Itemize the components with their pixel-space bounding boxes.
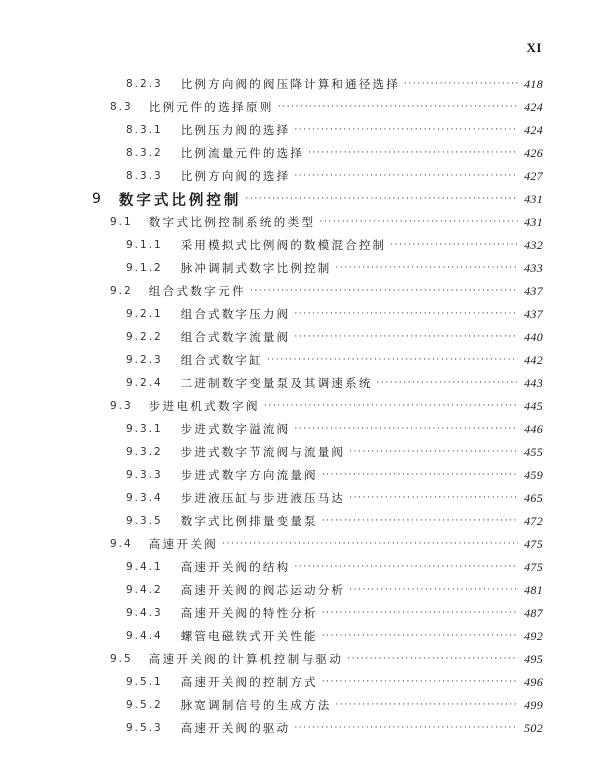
toc-dot-leader [294,557,518,577]
toc-entry-page: 459 [524,467,543,482]
toc-entry-title: 比例元件的选择原则 [148,100,274,114]
toc-entry-page: 487 [524,605,543,620]
toc-entry-title: 高速开关阀的驱动 [180,721,291,735]
toc-entry-title: 数字式比例排量变量泵 [180,514,318,528]
toc-entry-title: 步进液压缸与步进液压马达 [180,491,346,505]
toc-entry-title: 步进式数字方向流量阀 [180,468,318,482]
toc-entry[interactable] [110,534,543,554]
toc-entry-number: 9.1.2 [126,262,163,274]
toc-entry-title: 组合式数字元件 [148,284,247,298]
toc-dot-leader [245,189,518,209]
toc-entry-page: 432 [524,237,543,252]
toc-entry-title: 高速开关阀的结构 [180,560,291,574]
toc-entry-title: 步进式数字节流阀与流量阀 [180,445,346,459]
toc-entry-number: 8.3 [110,101,133,113]
toc-entry[interactable] [126,626,543,646]
toc-dot-leader [390,235,518,255]
toc-entry-number: 9.3.1 [126,423,163,435]
toc-entry[interactable] [110,396,543,416]
toc-dot-leader [349,488,518,508]
toc-entry-title: 比例方向阀的阀压降计算和通径选择 [180,77,400,91]
toc-dot-leader [222,534,518,554]
toc-entry-title: 二进制数字变量泵及其调速系统 [180,376,373,390]
toc-entry-number: 8.3.1 [126,124,163,136]
toc-dot-leader [294,166,518,186]
toc-entry[interactable] [126,442,543,462]
toc-entry-number: 9.2.4 [126,377,163,389]
toc-entry-page: 446 [524,421,543,436]
toc-entry-page: 442 [524,352,543,367]
toc-dot-leader [294,304,518,324]
toc-dot-leader [322,603,518,623]
toc-entry[interactable] [126,235,543,255]
toc-entry-title: 比例压力阀的选择 [180,123,291,137]
toc-entry-page: 492 [524,628,543,643]
toc-entry-number: 8.3.3 [126,170,163,182]
toc-entry[interactable] [126,511,543,531]
toc-entry-page: 475 [524,536,543,551]
toc-entry[interactable] [126,327,543,347]
toc-dot-leader [250,281,518,301]
toc-entry-title: 螺管电磁铁式开关性能 [180,629,318,643]
toc-entry-page: 427 [524,168,543,183]
toc-entry-page: 443 [524,375,543,390]
toc-entry[interactable] [110,212,543,232]
toc-entry[interactable] [126,350,543,370]
toc-dot-leader [349,580,518,600]
toc-entry-number: 9.5.3 [126,722,163,734]
toc-entry-title: 组合式数字压力阀 [180,307,291,321]
toc-dot-leader [404,74,518,94]
toc-entry-page: 472 [524,513,543,528]
toc-entry-number: 9.2.3 [126,354,163,366]
toc-dot-leader [294,718,518,738]
toc-entry-page: 437 [524,306,543,321]
toc-entry-page: 455 [524,444,543,459]
toc-entry-title: 脉冲调制式数字比例控制 [180,261,332,275]
toc-dot-leader [347,649,518,669]
toc-entry[interactable] [126,74,543,94]
toc-dot-leader [335,695,518,715]
toc-entry[interactable] [110,649,543,669]
toc-dot-leader [349,442,518,462]
toc-entry-page: 502 [524,720,543,735]
toc-entry[interactable] [126,465,543,485]
toc-entry[interactable] [126,258,543,278]
toc-entry-number: 9.2.2 [126,331,163,343]
toc-entry-number: 9.2 [110,285,133,297]
toc-entry[interactable] [126,373,543,393]
toc-entry-number: 8.2.3 [126,78,163,90]
toc-entry-title: 高速开关阀的控制方式 [180,675,318,689]
toc-entry-title: 组合式数字流量阀 [180,330,291,344]
toc-entry-number: 8.3.2 [126,147,163,159]
toc-entry[interactable] [126,304,543,324]
toc-entry-page: 431 [524,214,543,229]
toc-entry-number: 9.4.1 [126,561,163,573]
toc-entry[interactable] [126,672,543,692]
toc-entry-title: 高速开关阀的特性分析 [180,606,318,620]
toc-entry-page: 424 [524,122,543,137]
toc-entry-number: 9.4.4 [126,630,163,642]
toc-entry-title: 采用模拟式比例阀的数模混合控制 [180,238,387,252]
toc-entry-title: 数字式比例控制系统的类型 [148,215,316,229]
toc-entry-title: 高速开关阀的阀芯运动分析 [180,583,346,597]
toc-entry-number: 9.5 [110,653,133,665]
toc-entry[interactable] [126,143,543,163]
toc-entry[interactable] [92,189,543,209]
toc-entry-number: 9.4 [110,538,133,550]
toc-entry-page: 431 [524,191,543,206]
toc-entry-number: 9.3.4 [126,492,163,504]
toc-entry-number: 9.4.2 [126,584,163,596]
toc-entry-page: 481 [524,582,543,597]
toc-entry-number: 9.3.2 [126,446,163,458]
toc-entry-number: 9.5.2 [126,699,163,711]
toc-entry-number: 9.1.1 [126,239,163,251]
toc-dot-leader [322,465,518,485]
toc-dot-leader [322,626,518,646]
toc-entry-title: 数字式比例控制 [118,191,242,209]
toc-entry[interactable] [110,281,543,301]
toc-entry[interactable] [126,718,543,738]
toc-entry[interactable] [126,695,543,715]
toc-dot-leader [267,350,518,370]
toc-entry-number: 9 [92,191,101,207]
toc-entry-page: 496 [524,674,543,689]
toc-entry[interactable] [126,166,543,186]
toc-dot-leader [264,396,518,416]
toc-entry-title: 比例方向阀的选择 [180,169,291,183]
toc-entry-number: 9.3.3 [126,469,163,481]
toc-entry[interactable] [110,97,543,117]
toc-entry-page: 445 [524,398,543,413]
toc-dot-leader [294,120,518,140]
toc-entry-page: 437 [524,283,543,298]
toc-dot-leader [335,258,518,278]
toc-entry-page: 424 [524,99,543,114]
toc-entry-page: 433 [524,260,543,275]
toc-entry-number: 9.4.3 [126,607,163,619]
toc-dot-leader [322,672,518,692]
toc-dot-leader [320,212,519,232]
toc-entry-number: 9.3 [110,400,133,412]
toc-dot-leader [294,419,518,439]
toc-entry-number: 9.2.1 [126,308,163,320]
toc-dot-leader [308,143,518,163]
toc-entry-number: 9.1 [110,216,133,228]
toc-entry-page: 426 [524,145,543,160]
toc-entry[interactable] [126,488,543,508]
toc-dot-leader [377,373,519,393]
toc-entry-title: 比例流量元件的选择 [180,146,305,160]
toc-entry-title: 高速开关阀的计算机控制与驱动 [148,652,344,666]
toc-entry-title: 步进式数字溢流阀 [180,422,291,436]
toc-dot-leader [294,327,518,347]
toc-entry-title: 高速开关阀 [148,537,219,551]
toc-entry-page: 418 [524,76,543,91]
toc-entry[interactable] [126,603,543,623]
toc-entry-page: 440 [524,329,543,344]
toc-entry-number: 9.3.5 [126,515,163,527]
toc-entry[interactable] [126,120,543,140]
toc-entry-title: 步进电机式数字阀 [148,399,260,413]
toc-dot-leader [322,511,518,531]
toc-entry-page: 475 [524,559,543,574]
toc-entry-page: 465 [524,490,543,505]
toc-entry-page: 499 [524,697,543,712]
toc-entry[interactable] [126,557,543,577]
toc-entry-number: 9.5.1 [126,676,163,688]
toc-entry[interactable] [126,580,543,600]
page-number: XI [526,40,542,55]
toc-entry-page: 495 [524,651,543,666]
toc-entry-title: 组合式数字缸 [180,353,263,367]
toc-dot-leader [278,97,518,117]
toc-entry[interactable] [126,419,543,439]
toc-entry-title: 脉宽调制信号的生成方法 [180,698,332,712]
